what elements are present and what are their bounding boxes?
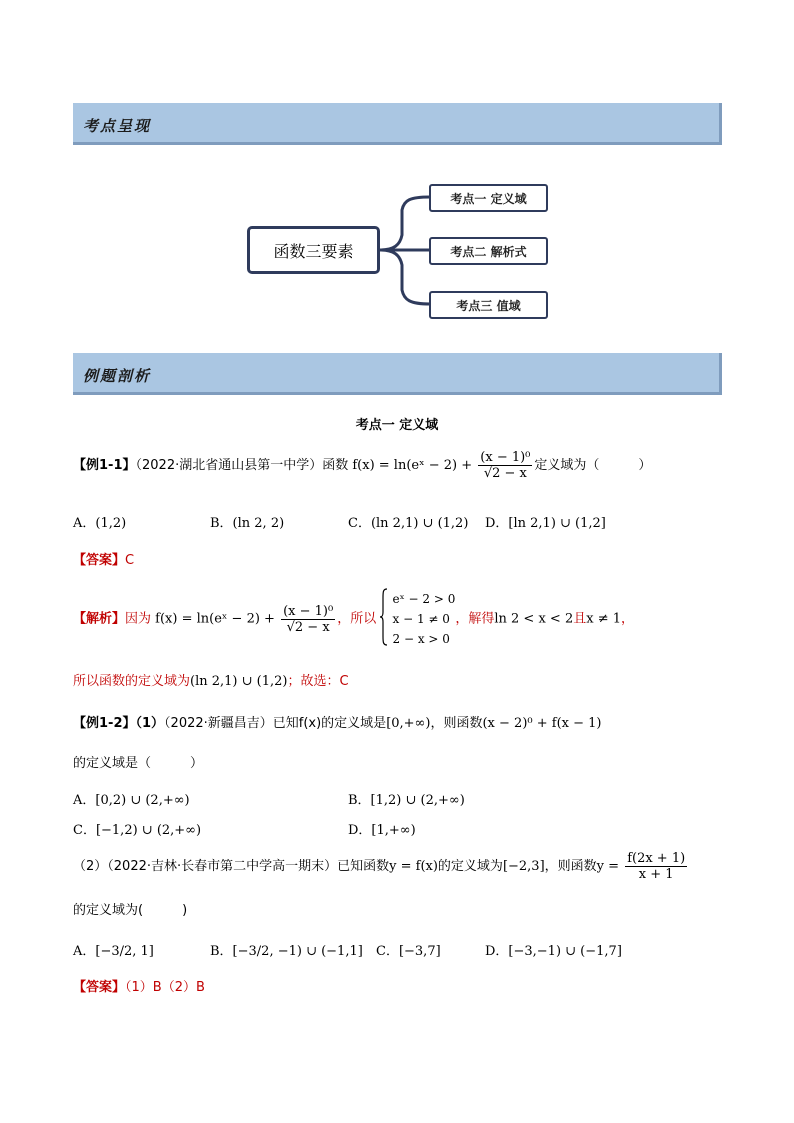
- p2-option-a: A．[−3/2, 1]: [73, 944, 154, 959]
- p1-option-d: D．[1,+∞): [348, 823, 416, 838]
- question-text: ，则函数: [544, 859, 597, 874]
- mindmap-connectors: [380, 185, 432, 320]
- mindmap-main-label: 函数三要素: [273, 241, 354, 261]
- analysis-text: 且: [573, 611, 587, 627]
- answer-line: [73, 549, 134, 568]
- conclusion-line: [73, 670, 349, 689]
- analysis-text: ，所以: [337, 611, 377, 627]
- p2-option-c: C．[−3,7]: [376, 944, 441, 959]
- part-label: （1）: [135, 716, 165, 731]
- question-text: 的定义域为: [437, 859, 503, 874]
- question-continuation: 的定义域是（ ）: [73, 756, 204, 771]
- option-c: C．(ln 2,1) ∪ (1,2): [348, 516, 469, 531]
- branch-label: 考点二 解析式: [450, 244, 527, 259]
- denominator: √2 − x: [286, 619, 330, 635]
- conclusion-set: (ln 2,1) ∪ (1,2): [190, 674, 288, 689]
- question-tail: 定义域为（ ）: [534, 458, 652, 473]
- solution-expr: ln 2 < x < 2: [494, 611, 574, 627]
- mindmap-branch-domain: [429, 184, 548, 212]
- option-a: A．(1,2): [73, 516, 127, 531]
- inequality-2: x − 1 ≠ 0: [392, 612, 450, 626]
- question-text: ，则函数: [430, 716, 483, 731]
- analysis-text: 因为: [125, 611, 152, 627]
- numerator: (x − 1)⁰: [283, 603, 334, 619]
- example-tag: 【例1-1】: [73, 458, 136, 473]
- section-banner-kaodian: [73, 103, 722, 145]
- source-text: （2022·湖北省通山县第一中学）函数: [135, 458, 349, 473]
- conclusion-text: 所以函数的定义域为: [73, 674, 191, 689]
- p1-option-b: B．[1,2) ∪ (2,+∞): [348, 793, 465, 808]
- domain-expr: [−2,3]: [502, 859, 545, 874]
- p2-option-b: B．[−3/2, −1) ∪ (−1,1]: [210, 944, 363, 959]
- p1-option-c: C．[−1,2) ∪ (2,+∞): [73, 823, 202, 838]
- topic-title: 考点一 定义域: [355, 418, 439, 433]
- function-expr: f(x) = ln(eˣ − 2) +: [155, 611, 275, 627]
- denominator: x + 1: [638, 867, 674, 882]
- example-1-1-question: [73, 450, 651, 481]
- domain-expr: [0,+∞): [386, 716, 431, 731]
- analysis-line: [73, 588, 634, 650]
- mindmap-branch-range: [429, 291, 548, 319]
- section-title: 考点呈现: [83, 117, 152, 135]
- answer-tag: 【答案】: [73, 553, 126, 568]
- p1-option-a: A．[0,2) ∪ (2,+∞): [73, 793, 190, 808]
- conclusion-text: ；故选：C: [287, 674, 349, 689]
- function-expr: y = f(x): [389, 859, 438, 874]
- analysis-text: ，解得: [455, 611, 495, 627]
- answer-value: C: [125, 553, 135, 568]
- function-expr: f(x) = ln(eˣ − 2) +: [352, 458, 473, 473]
- numerator: f(2x + 1): [627, 851, 686, 866]
- inequality-system: [393, 589, 456, 649]
- analysis-tag: 【解析】: [73, 611, 126, 627]
- analysis-text: ，: [621, 611, 635, 627]
- fraction: [625, 851, 687, 882]
- mindmap-main-node: [247, 226, 380, 274]
- question-text: （2022·新疆昌吉）已知f(x)的定义域是: [164, 716, 387, 731]
- solution-expr: x ≠ 1: [586, 611, 621, 627]
- answer-tag: 【答案】: [73, 980, 126, 995]
- fraction: [478, 450, 532, 481]
- section-title: 例题剖析: [83, 367, 152, 385]
- function-expr: y =: [596, 859, 620, 874]
- inequality-3: 2 − x > 0: [392, 632, 450, 646]
- question-continuation: 的定义域为( ): [73, 903, 188, 918]
- function-expr: (x − 2)⁰ + f(x − 1): [482, 716, 602, 731]
- fraction: [281, 604, 335, 635]
- branch-label: 考点三 值域: [456, 298, 521, 313]
- section-banner-lizi: [73, 353, 722, 395]
- branch-label: 考点一 定义域: [450, 191, 527, 206]
- inequality-1: eˣ − 2 > 0: [392, 592, 456, 606]
- answer-value: （1）B（2）B: [125, 980, 205, 995]
- part-2-question: [73, 851, 689, 882]
- numerator: (x − 1)⁰: [480, 450, 531, 465]
- option-b: B．(ln 2, 2): [210, 516, 285, 531]
- option-d: D．[ln 2,1) ∪ (1,2]: [485, 516, 606, 531]
- question-text: （2）（2022·吉林·长春市第二中学高一期末）已知函数: [73, 859, 390, 874]
- mindmap-branch-expression: [429, 237, 548, 265]
- p2-option-d: D．[−3,−1) ∪ (−1,7]: [485, 944, 622, 959]
- answer-line-2: [73, 976, 205, 995]
- example-1-2-question: [73, 712, 601, 731]
- example-tag: 【例1-2】: [73, 716, 136, 731]
- denominator: √2 − x: [483, 466, 527, 481]
- brace-icon: [380, 588, 388, 650]
